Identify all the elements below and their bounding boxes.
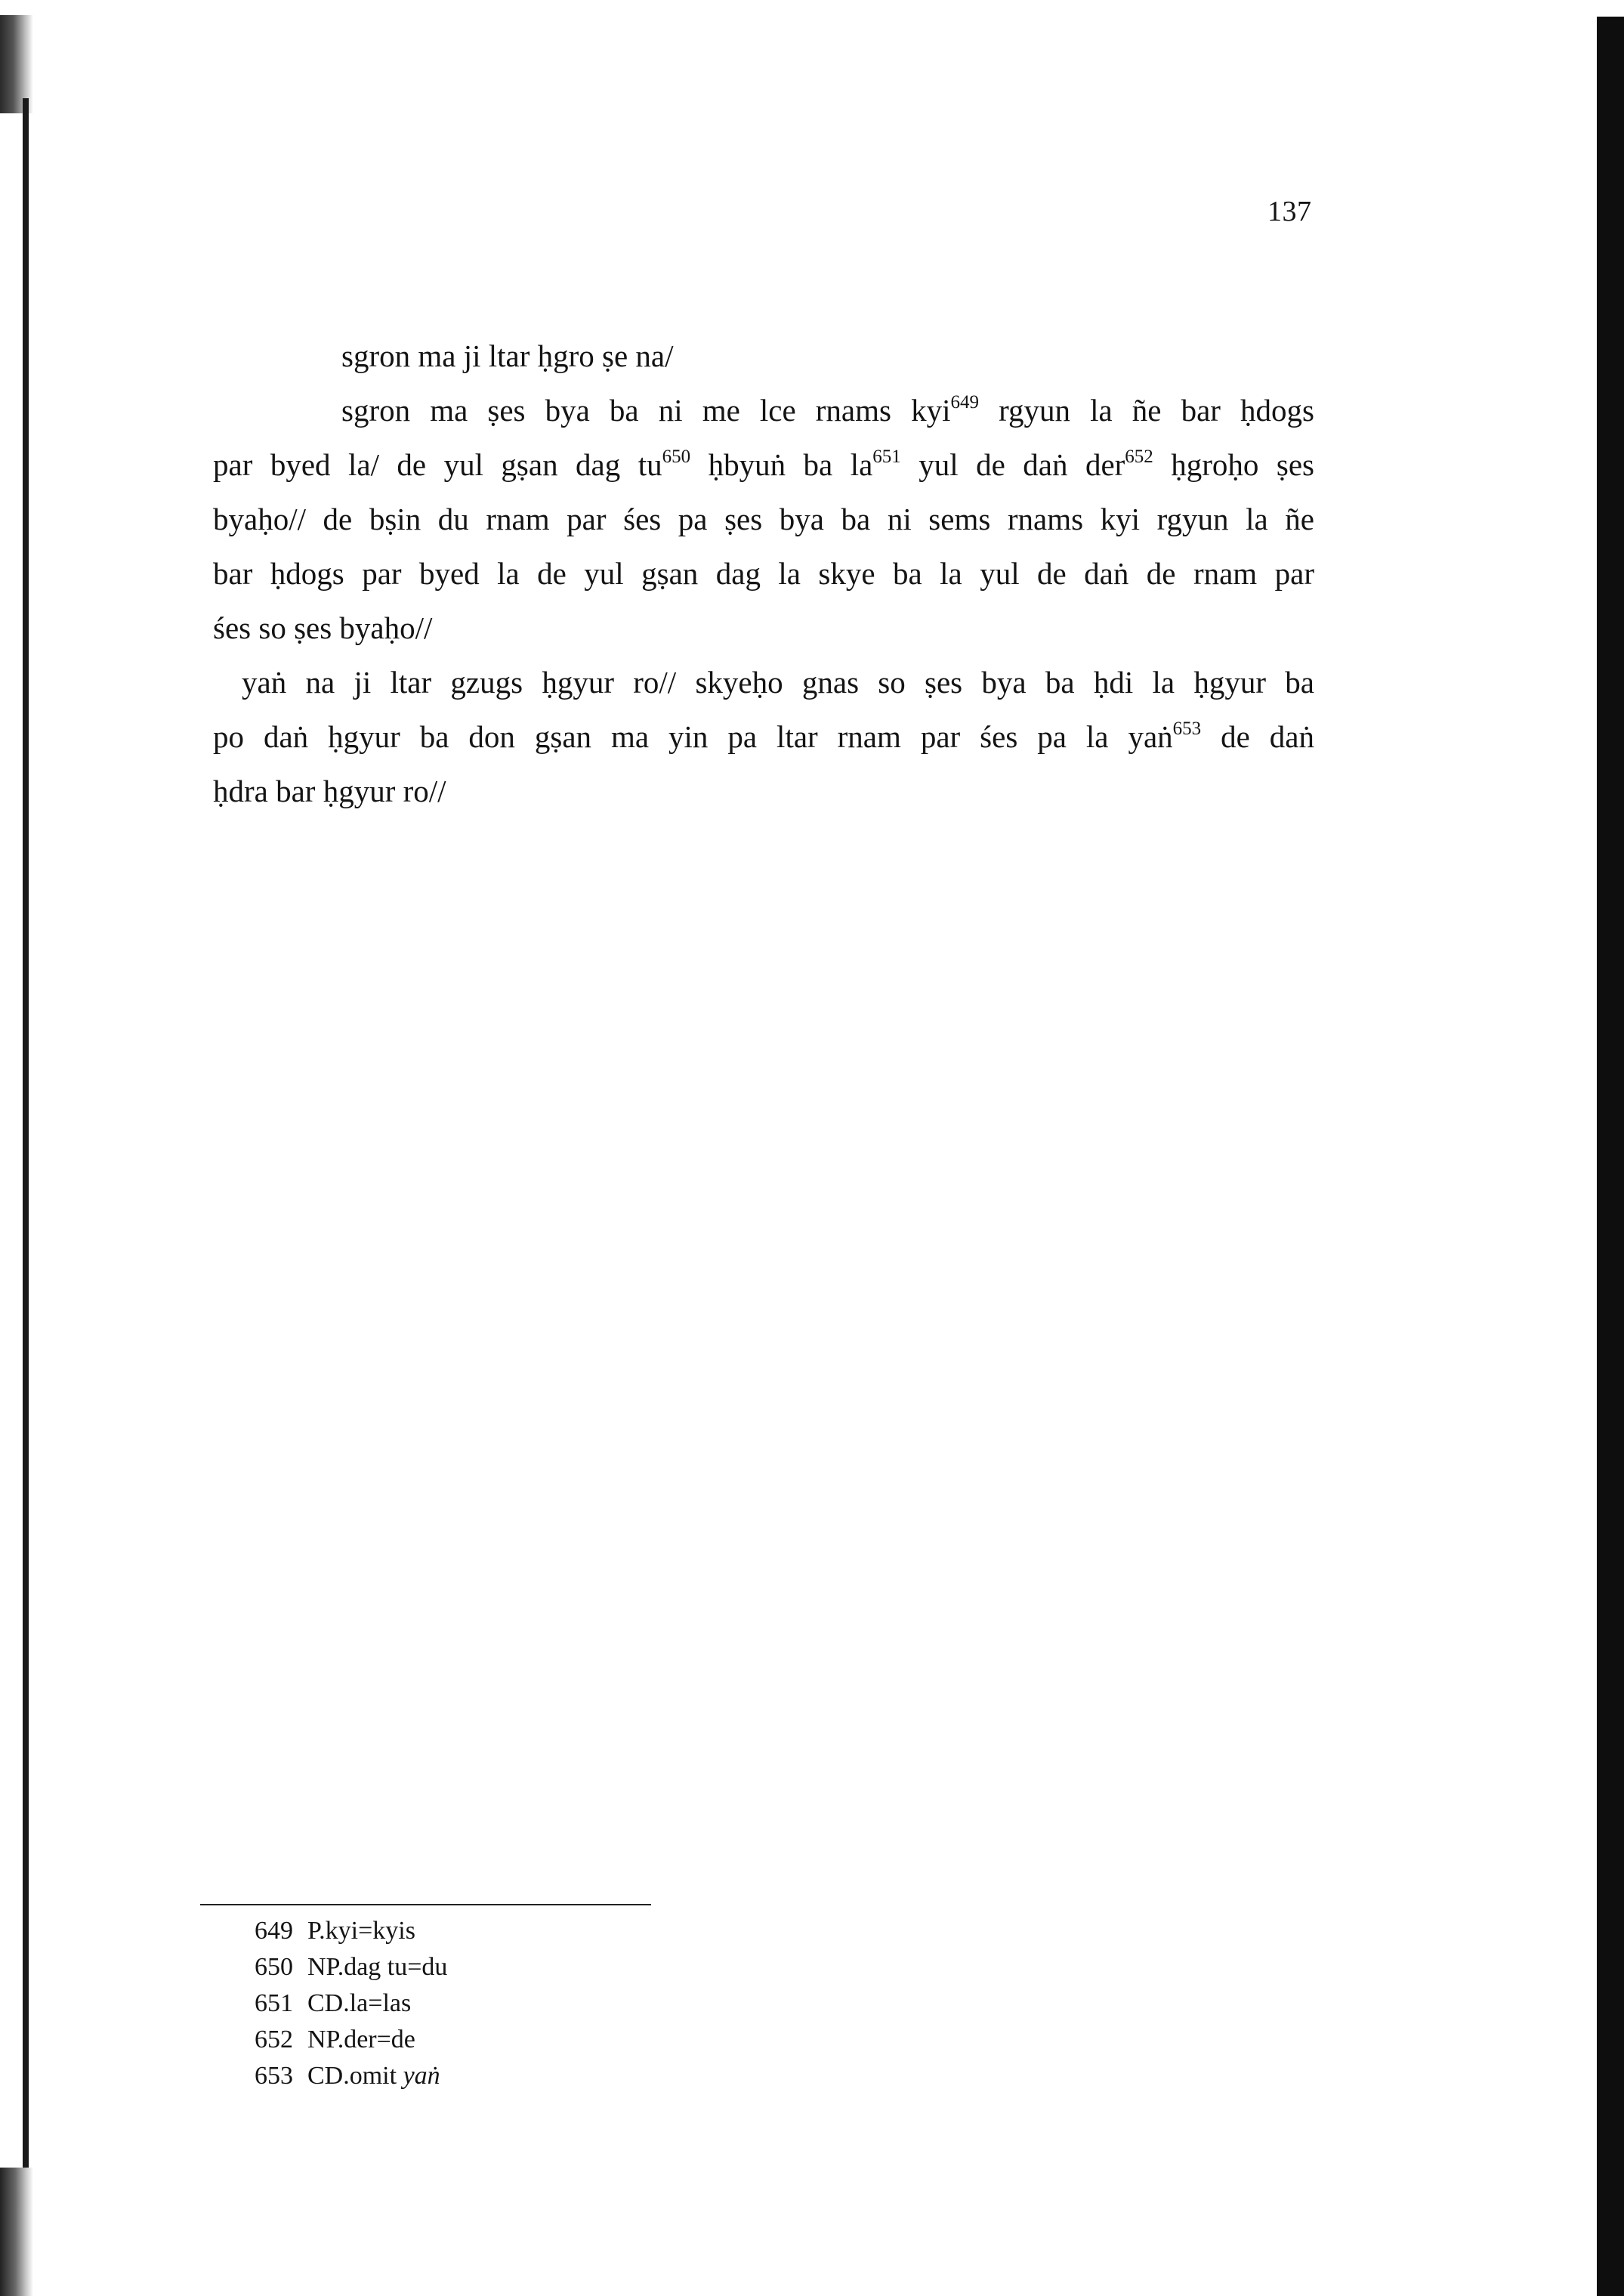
footnote-ref: 653 — [1172, 718, 1202, 740]
footnote-number: 650 — [255, 1953, 293, 1981]
text-line: par byed la/ de yul gṣan dag $tu^{650}$ ḥbyuṅ ba $la^{651}$ yul de daṅ der$^{652}$ ḥgroḥo ṣes — [213, 447, 1314, 482]
footnote — [255, 2058, 783, 2094]
footnote-text: NP.dag tu=du — [307, 1953, 448, 1981]
text-line: sgron ma ṣes bya ba ni me lce rnams kyi$^{649}$ rgyun la ñe bar ḥdogs — [341, 392, 1314, 428]
text-line: bar ḥdogs par byed la de yul gṣan dag la skye ba la yul de daṅ de rnam par — [213, 556, 1314, 591]
footnote-ref: 652 — [1125, 447, 1153, 468]
footnote-text: CD.la=las — [307, 1989, 412, 2017]
text-line: śes so ṣes byaḥo// — [213, 610, 433, 645]
footnote-number: 651 — [255, 1989, 293, 2017]
text-line: ḥdra bar ḥgyur ro// — [213, 774, 446, 808]
footnote-number: 653 — [255, 2062, 293, 2090]
text-line: yaṅ na ji ltar gzugs ḥgyur ro// skyeḥo gnas so ṣes bya ba ḥdi la ḥgyur ba — [242, 665, 1314, 700]
text-line: po daṅ ḥgyur ba don gṣan ma yin pa ltar rnam par śes pa la yaṅ$^{653}$ de daṅ — [213, 718, 1314, 754]
footnote-text: P.kyi=kyis — [307, 1917, 415, 1945]
binding-line — [23, 98, 29, 2289]
footnote — [255, 1913, 783, 1949]
scan-edge-right — [1597, 17, 1624, 2296]
binding-edge — [0, 15, 33, 2296]
footnotes — [255, 1913, 783, 2094]
footnote-number: 652 — [255, 2026, 293, 2053]
footnote-text: CD.omit — [307, 2062, 403, 2090]
footnote-ref: 651 — [872, 447, 901, 468]
footnote — [255, 1985, 783, 2022]
footnote-ref: 649 — [950, 392, 979, 413]
text-line: sgron ma ji ltar ḥgro ṣe na/ — [341, 338, 674, 373]
footnote — [255, 2022, 783, 2058]
main-text — [213, 329, 1314, 818]
footnote-italic: yaṅ — [403, 2062, 440, 2090]
footnote-separator — [200, 1904, 651, 1905]
footnote-number: 649 — [255, 1917, 293, 1945]
footnote-text: NP.der=de — [307, 2026, 415, 2053]
binding-shadow-bottom — [0, 2168, 33, 2296]
footnote — [255, 1949, 783, 1985]
page-number: 137 — [1267, 196, 1312, 227]
text-line: byaḥo// de bṣin du rnam par śes pa ṣes bya ba ni sems rnams kyi rgyun la ñe — [213, 502, 1314, 536]
footnote-ref: 650 — [662, 447, 691, 468]
